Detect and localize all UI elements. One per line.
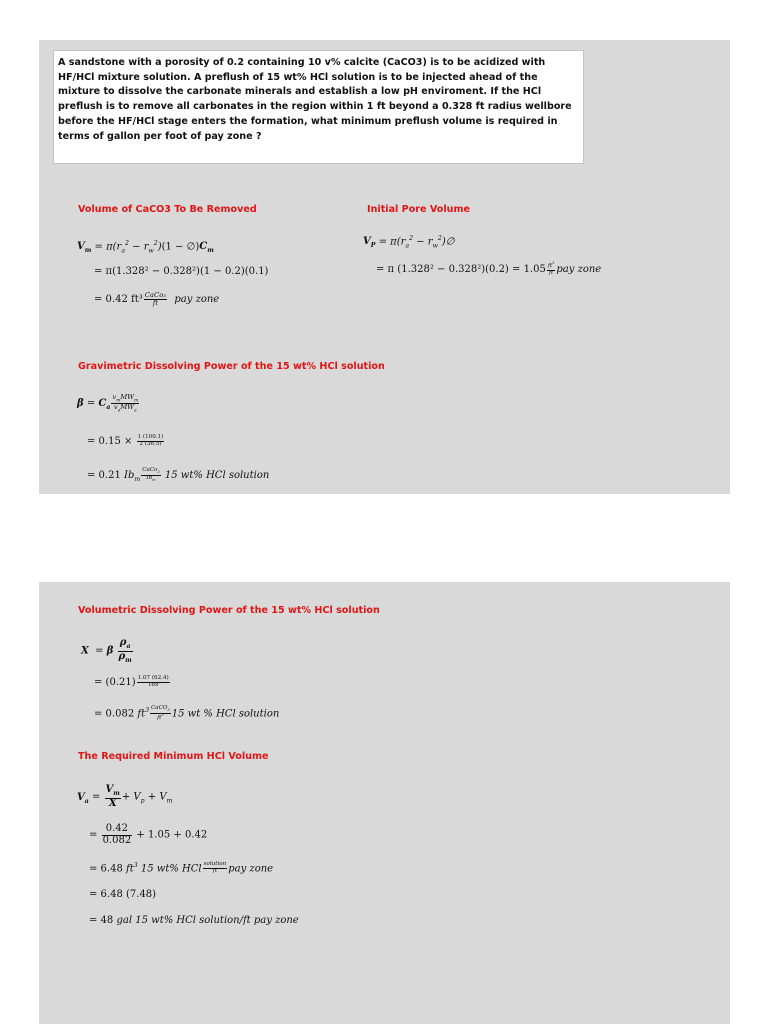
eq-va-formula: $V_a$ = $\frac{V_m}{X}$ + $V_p + V_m$ — [77, 784, 173, 809]
heading-volumetric-power: Volumetric Dissolving Power of the 15 wt% HCl solution — [78, 605, 380, 616]
eq-vm-result: = 0.42 ft³ $\frac{\text{CaCo₃}}{ft}$ pay zone — [94, 291, 220, 308]
solution-panel-1 — [39, 40, 730, 494]
heading-pore-volume: Initial Pore Volume — [367, 204, 470, 215]
heading-caco3-volume: Volume of CaCO3 To Be Removed — [78, 204, 257, 215]
eq-vm-substitution: = π(1.328² − 0.328²)(1 − 0.2)(0.1) — [94, 266, 269, 277]
eq-vp-result: = π (1.328² − 0.328²)(0.2) = 1.05 $\frac{ft^3}{ft}$ pay zone — [376, 261, 602, 276]
eq-vp-formula: $V_P = \pi(r_a^2$ − $r_w^2)\emptyset$ — [363, 235, 455, 250]
eq-x-formula: X = β $\frac{\rho_a}{\rho_m}$ — [81, 637, 132, 664]
eq-beta-formula: $\beta = C_a$ $\frac{v_mMW_m}{v_aMW_a}$ — [77, 393, 139, 413]
problem-statement-box — [53, 50, 584, 164]
eq-beta-result: = 0.21 $Ib_m$ $\frac{CaCo_3}{Ib_m}$ 15 wt% HCl solution — [87, 467, 270, 483]
eq-x-substitution: = (0.21) $\frac{1.07 (62.4)}{169}$ — [94, 675, 169, 688]
eq-va-gallon-conversion: = 6.48 (7.48) — [89, 889, 157, 900]
eq-va-final-answer: = 48 gal 15 wt% HCl solution/ft pay zone — [89, 915, 299, 926]
eq-vm-formula: $V_m = \pi(r_a^2 - r_w^2)(1$ − $\emptyset)C_m$ — [77, 240, 214, 255]
eq-va-result-ft3: = 6.48 $ft^3$ 15 wt% HCl $\frac{\text{solution}}{ft}$ pay zone — [89, 861, 274, 875]
solution-panel-2 — [39, 582, 730, 1024]
problem-statement: A sandstone with a porosity of 0.2 containing 10 v% calcite (CaCO3) is to be acidized with HF/HCl mixture solution. A preflush of 15 wt% HCl solution is to be injected ahead of the mixture to dissolve the carbonate minerals and establish a low pH enviroment. If the HCl preflush is to remove all carbonates in the region within 1 ft beyond a 0.328 ft radius wellbore before the HF/HCl stage enters the formation, what minimum preflush volume is required in terms of gallon per foot of pay zone ? — [58, 57, 572, 142]
eq-x-result: = 0.082 $ft^3$ $\frac{CaCO_3}{ft^3}$ 15 wt % HCl solution — [94, 705, 280, 721]
heading-required-volume: The Required Minimum HCl Volume — [78, 751, 269, 762]
heading-gravimetric-power: Gravimetric Dissolving Power of the 15 wt% HCl solution — [78, 361, 385, 372]
eq-va-substitution: = $\frac{0.42}{0.082}$ + 1.05 + 0.42 — [89, 823, 208, 846]
eq-beta-substitution: = 0.15 × $\frac{1 (100.1)}{2 (36.5)}$ — [87, 434, 164, 447]
